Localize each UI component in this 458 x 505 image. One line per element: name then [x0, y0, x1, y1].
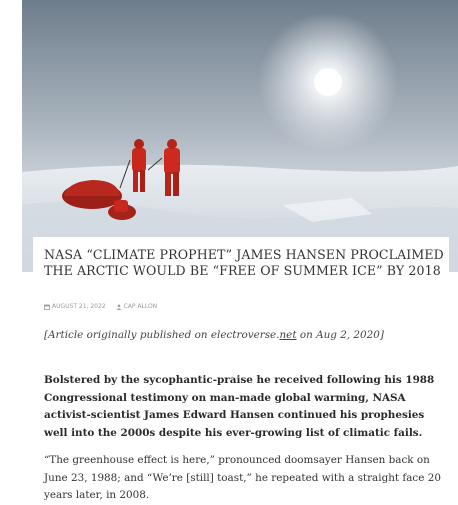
title-card — [33, 237, 449, 302]
article-title[interactable]: NASA “CLIMATE PROPHET” JAMES HANSEN PROCLAIMED THE ARCTIC WOULD BE “FREE OF SUMMER ICE” BY 2018 — [44, 247, 444, 278]
author-text: CAP ALLON — [123, 303, 158, 310]
hero-image — [22, 0, 458, 272]
note-prefix: [Article originally published on electroverse. — [44, 329, 280, 341]
article-meta — [44, 303, 165, 313]
republish-note — [44, 328, 444, 342]
source-link[interactable]: net — [279, 329, 297, 341]
article-author[interactable] — [116, 303, 158, 311]
body-paragraph: “The greenhouse effect is here,” pronounced doomsayer Hansen back on June 23, 1988; and “We’re [still] toast,” he repeated with a straight face 20 years later, in 2008. — [44, 454, 441, 502]
date-text: AUGUST 21, 2022 — [52, 303, 106, 310]
arctic-photo — [22, 0, 458, 272]
user-icon — [116, 304, 122, 310]
lead-paragraph: Bolstered by the sycophantic-praise he received following his 1988 Congressional testimony on man-made global warming, NASA activist-scientist James Edward Hansen continued his prophesies well into the 2000s despite his ever-growing list of climatic fails. — [44, 374, 435, 439]
note-suffix: on Aug 2, 2020] — [296, 329, 384, 341]
article-date[interactable] — [44, 303, 106, 311]
calendar-icon — [44, 304, 50, 310]
